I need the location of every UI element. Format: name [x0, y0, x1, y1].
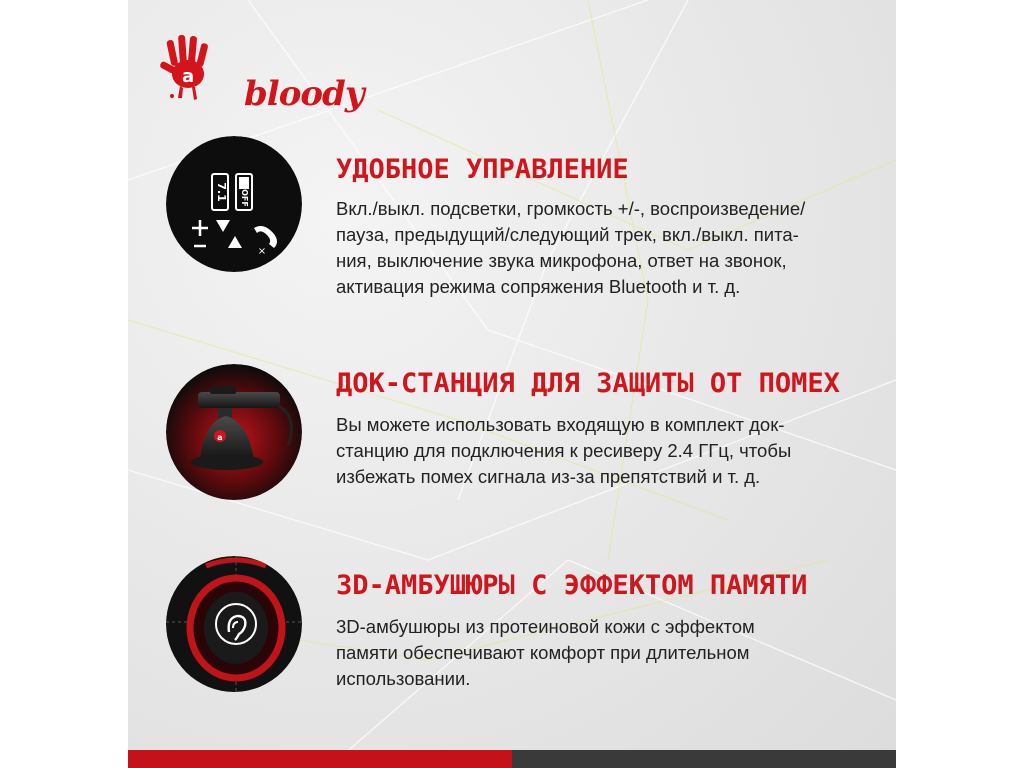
svg-text:a: a — [217, 433, 223, 442]
feature-title-dock-station: ДОК-СТАНЦИЯ ДЛЯ ЗАЩИТЫ ОТ ПОМЕХ — [336, 368, 840, 399]
feature-description-ear-cushions: 3D-амбушюры из протеиновой кожи с эффектом памяти обеспечивают комфорт при длительном использовании. — [336, 616, 755, 689]
bottom-bar-red-segment — [128, 750, 512, 768]
product-feature-panel — [128, 0, 896, 768]
feature-title-ear-cushions: 3D-АМБУШЮРЫ С ЭФФЕКТОМ ПАМЯТИ — [336, 570, 808, 601]
hand-print-logo-icon — [158, 34, 218, 104]
bottom-accent-bar — [128, 750, 896, 768]
feature-description-dock-station: Вы можете использовать входящую в комплект док- станцию для подключения к ресиверу 2.4 ГГц, чтобы избежать помех сигнала из-за препятствий и т. д. — [336, 414, 792, 487]
controls-icon — [166, 136, 302, 272]
svg-text:a: a — [182, 66, 195, 87]
ear-cushion-icon — [166, 556, 302, 692]
off-switch-label: OFF — [240, 189, 249, 207]
dock-station-icon — [166, 364, 302, 500]
brand-wordmark: bloody — [244, 74, 364, 114]
svg-text:×: × — [257, 246, 267, 257]
surround-mode-label: 7.1 — [215, 182, 228, 202]
bloody-logo — [158, 34, 364, 114]
feature-title-controls: УДОБНОЕ УПРАВЛЕНИЕ — [336, 154, 629, 185]
bottom-bar-dark-segment — [512, 750, 896, 768]
feature-description-controls: Вкл./выкл. подсветки, громкость +/-, воспроизведение/ пауза, предыдущий/следующий трек, вкл./выкл. пита- ния, выключение звука микрофона, ответ на звонок, активация режима сопряжения Bluetooth и т. д. — [336, 198, 806, 297]
